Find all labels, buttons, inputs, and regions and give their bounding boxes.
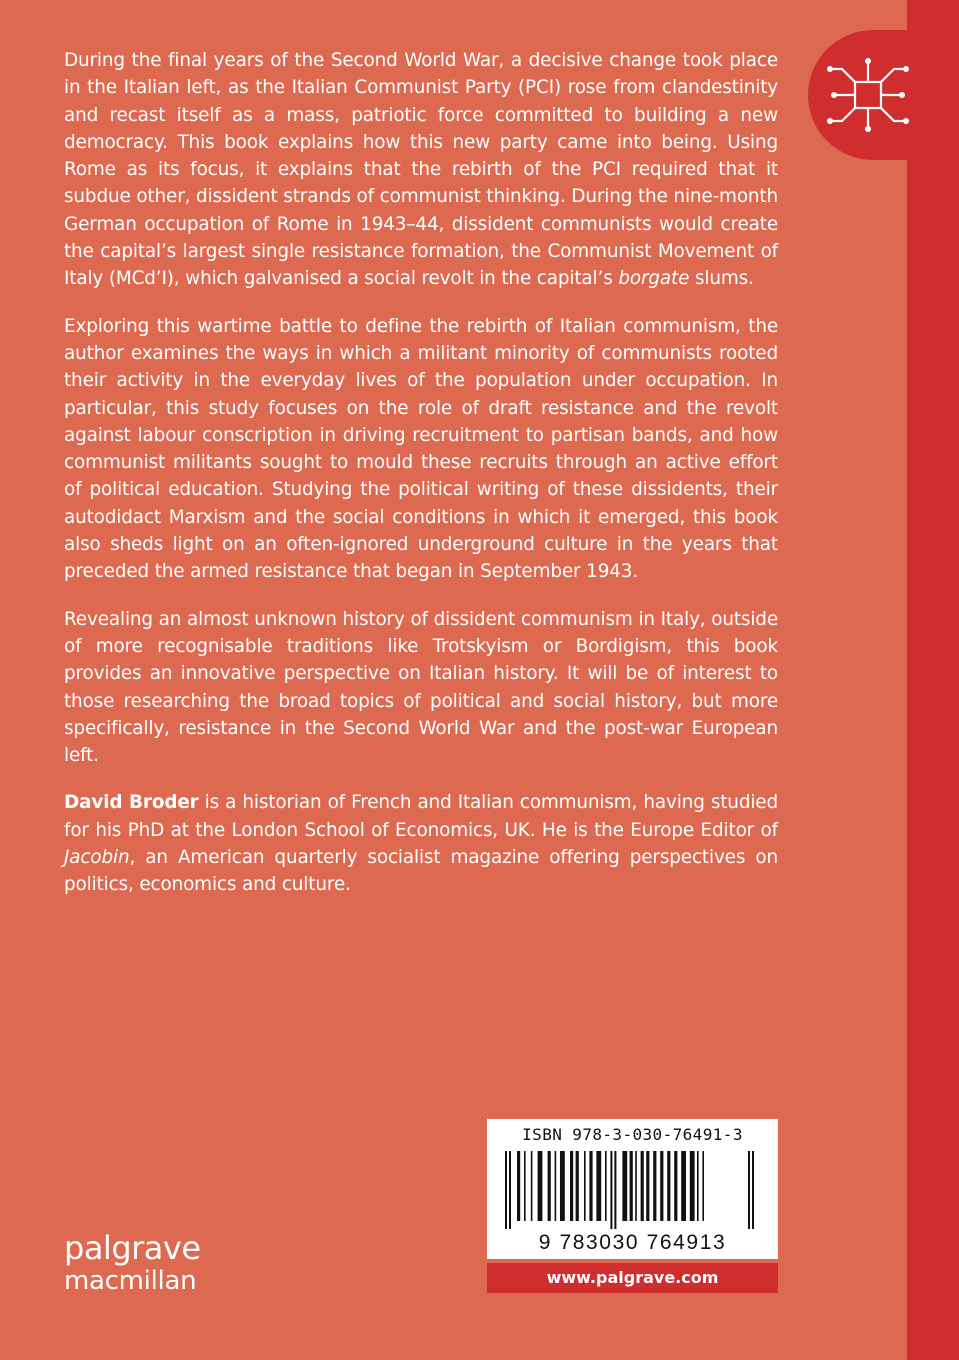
spine-band	[907, 0, 959, 1360]
website-url[interactable]: www.palgrave.com	[546, 1268, 719, 1287]
barcode-bar	[538, 1151, 543, 1221]
barcode-guard-bar	[748, 1151, 750, 1229]
barcode-bar	[584, 1151, 586, 1221]
barcode-bar	[653, 1151, 656, 1221]
barcode-bar	[646, 1151, 649, 1221]
barcode-bar	[517, 1151, 520, 1221]
barcode-bar	[697, 1151, 699, 1221]
barcode-bar	[681, 1151, 686, 1221]
barcode-bar	[641, 1151, 644, 1221]
publisher-name-line2: macmillan	[64, 1266, 197, 1296]
isbn-label: ISBN 978-3-030-76491-3	[522, 1125, 743, 1144]
barcode-bar	[548, 1151, 551, 1221]
barcode-bar	[702, 1151, 704, 1221]
author-bio-end: , an American quarterly socialist magazine offering perspectives on politics, economics and culture.	[64, 847, 778, 896]
barcode-bar	[596, 1151, 601, 1221]
barcode-guard-bar	[505, 1151, 507, 1229]
barcode-bar	[531, 1151, 533, 1221]
barcode-bar	[630, 1151, 633, 1221]
barcode-bar	[555, 1151, 557, 1221]
barcode-guard-bar	[509, 1151, 511, 1229]
barcode-guard-bar	[614, 1151, 616, 1229]
barcode-guard-bar	[610, 1151, 612, 1229]
blurb-p1-text: During the final years of the Second World War, a decisive change took place in the Italian left, as the Italian Communist Party (PCI) rose from clandestinity and recast itself as a mass, patriotic force committed to building a new democracy. This book explains how this new party came into being. Using Rome as its focus, it explains that the rebirth of the PCI required that it subdue other, dissident strands of communist thinking. During the nine-month German occupation of Rome in 1943–44, dissident communists would create the capital’s largest single resistance formation, the Communist Movement of Italy (MCd’I), which galvanised a social revolt in the capital’s	[64, 50, 778, 290]
barcode-bar	[674, 1151, 677, 1221]
barcode-bar	[560, 1151, 565, 1221]
blurb-p1-end: slums.	[689, 268, 754, 290]
back-cover-text	[64, 47, 778, 919]
barcode-digits: 9 783030 764913	[538, 1231, 727, 1254]
network-node-icon	[822, 49, 914, 141]
publisher-name-line1: palgrave	[64, 1229, 201, 1267]
barcode-bar	[605, 1151, 607, 1221]
website-bar	[487, 1263, 778, 1293]
author-bio	[64, 789, 778, 898]
barcode-bar	[576, 1151, 579, 1221]
barcode-guard-bar	[752, 1151, 754, 1229]
barcode-bar	[690, 1151, 695, 1221]
blurb-p1-italic: borgate	[618, 268, 690, 290]
barcode-bar	[635, 1151, 637, 1221]
blurb-paragraph-3: Revealing an almost unknown history of dissident communism in Italy, outside of more recognisable traditions like Trotskyism or Bordigism, this book provides an innovative perspective on Italian history. It will be of interest to those researching the broad topics of political and social history, but more specifically, resistance in the Second World War and the post-war European left.	[64, 608, 778, 767]
publisher-logo	[64, 1231, 201, 1297]
barcode-bar	[589, 1151, 592, 1221]
blurb-paragraph-1	[64, 47, 778, 293]
barcode-box	[487, 1119, 778, 1259]
barcode-bar	[622, 1151, 627, 1221]
barcode-bar	[667, 1151, 670, 1221]
author-bio-italic: Jacobin	[64, 847, 130, 869]
author-bio-text: is a historian of French and Italian communism, having studied for his PhD at the London School of Economics, UK. He is the Europe Editor of	[64, 792, 778, 841]
barcode-image	[501, 1151, 764, 1229]
springer-logo-disc	[808, 30, 959, 160]
author-name: David Broder	[64, 792, 199, 814]
barcode-bar	[524, 1151, 526, 1221]
barcode-bar	[570, 1151, 573, 1221]
barcode-bar	[660, 1151, 663, 1221]
blurb-paragraph-2: Exploring this wartime battle to define the rebirth of Italian communism, the author examines the ways in which a militant minority of communists rooted their activity in the everyday lives of the population under occupation. In particular, this study focuses on the role of draft resistance and the revolt against labour conscription in driving recruitment to partisan bands, and how communist militants sought to mould these recruits through an active effort of political education. Studying the political writing of these dissidents, their autodidact Marxism and the social conditions in which it emerged, this book also sheds light on an often-ignored underground culture in the years that preceded the armed resistance that began in September 1943.	[64, 315, 778, 583]
